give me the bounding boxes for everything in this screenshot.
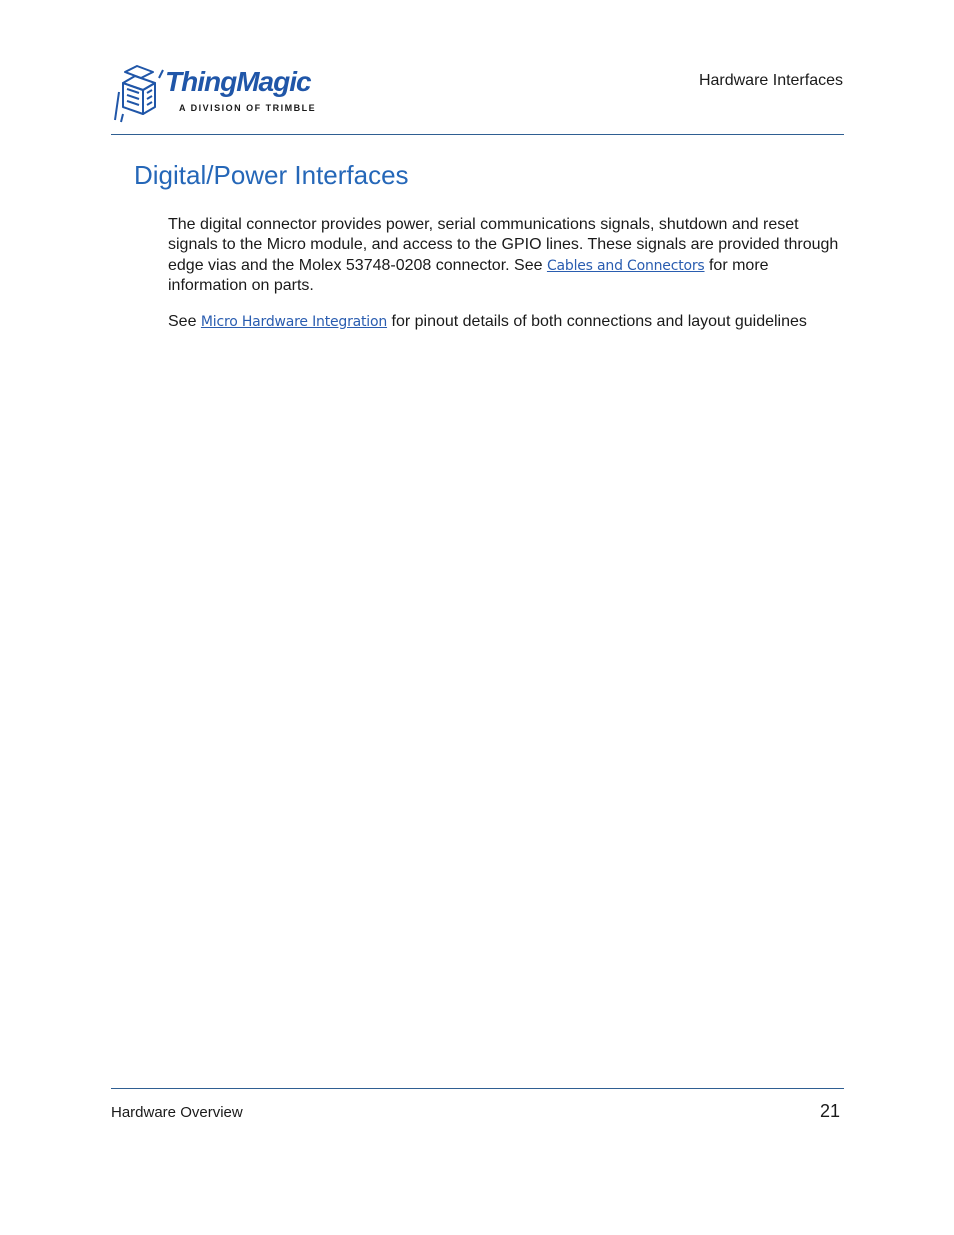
logo-tagline: A DIVISION OF TRIMBLE <box>179 103 317 113</box>
footer-divider <box>111 1088 844 1089</box>
logo-wordmark: ThingMagic <box>165 66 311 97</box>
header-divider <box>111 134 844 135</box>
footer-chapter-title: Hardware Overview <box>111 1104 243 1121</box>
micro-hardware-integration-link[interactable]: Micro Hardware Integration <box>200 313 388 330</box>
paragraph1-text-end: for more information on parts. <box>168 256 769 295</box>
header-section-title: Hardware Interfaces <box>698 72 843 89</box>
paragraph2-text-start: See <box>168 312 201 330</box>
paragraph-digital-connector <box>168 215 844 297</box>
paragraph1-text-start: The digital connector provides power, serial communications signals, shutdown and reset signals to the Micro module, and access to the GPIO lines. These signals are provided through edge vias and the Molex 53748-0208 connector. See <box>168 216 839 274</box>
paragraph-see-integration <box>168 312 844 332</box>
page-heading: Digital/Power Interfaces <box>134 160 409 190</box>
page-number: 21 <box>819 1101 840 1121</box>
thingmagic-logo <box>113 62 328 126</box>
cables-and-connectors-link[interactable]: Cables and Connectors <box>546 257 705 274</box>
body-content <box>168 215 844 347</box>
cube-logo-icon <box>113 62 165 126</box>
paragraph2-text-end: for pinout details of both connections and layout guidelines <box>387 312 807 330</box>
